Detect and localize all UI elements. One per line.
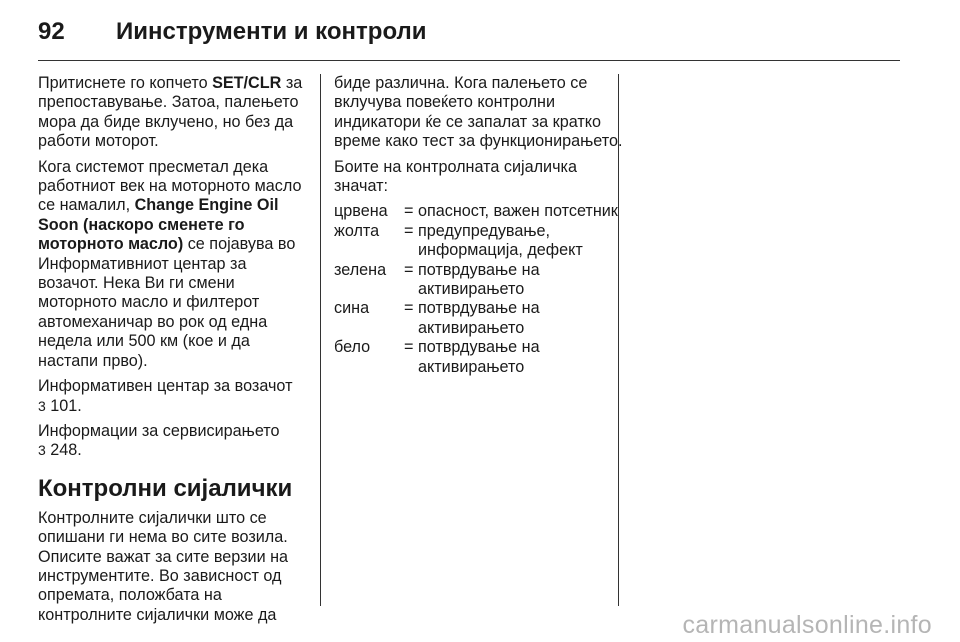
legend-description: потврдување на активирањето [418,260,540,299]
legend-row [334,338,624,377]
column-divider [618,74,619,606]
paragraph-test-function: биде различна. Кога палењето се вклучува повеќето контролни индикатори ќе се запалат за кратко време како тест за функционирањето. [334,74,623,151]
text-span: Притиснете го копчето [38,74,213,92]
legend-equals: = [404,260,414,279]
header-divider [38,60,900,61]
legend-equals: = [404,338,414,357]
legend-equals: = [404,221,414,240]
text-column-middle [334,74,624,377]
bold-term-set-clr: SET/CLR [212,74,282,92]
legend-description: потврдување на активирањето [418,299,540,337]
text-span: за препоставување. Затоа, палењето мора да биде вклучено, но без да работи моторот. [38,74,303,151]
legend-description: потврдување на активирањето [418,338,540,376]
reference-driver-info-center [38,377,310,416]
legend-row [334,222,624,261]
legend-equals: = [404,202,414,221]
reference-page: 248. [45,441,82,460]
legend-description: предупредување, информација, дефект [418,221,583,260]
bold-term-change-oil: Change Engine Oil Soon (наскоро сменете го моторното масло) [38,196,279,254]
legend-color: сина [334,299,370,318]
legend-row [334,299,624,338]
legend-row [334,261,624,300]
legend-row [334,202,624,221]
legend-description: опасност, важен потсетник [418,202,618,221]
page-header [38,18,900,46]
text-column-left [38,74,310,631]
text-span: се појавува во Информативниот центар за возачот. Нека Ви ги смени моторното масло и филтерот автомеханичар во рок од една недела или 500 км (кое и да настапи прво). [38,235,296,370]
paragraph-oil-change [38,158,310,371]
page-ref-arrow-icon: 3 [38,442,46,459]
reference-text: Информативен центар за возачот [38,377,293,396]
watermark: carmanualsonline.info [682,611,932,639]
color-legend [334,202,624,377]
reference-page: 101. [45,396,82,415]
legend-color: бело [334,338,371,357]
reference-text: Информации за сервисирањето [38,421,280,440]
text-span: Кога системот пресметал дека работниот век на моторното масло се намалил, [38,157,302,215]
legend-color: жолта [334,221,380,240]
legend-color: зелена [334,260,387,279]
reference-service-info [38,422,310,461]
column-divider [320,74,321,606]
paragraph-set-clr [38,74,310,152]
legend-color: црвена [334,202,388,221]
section-heading: Контролни сијалички [38,474,293,502]
chapter-title: Иинструменти и контроли [116,18,427,45]
page-number: 92 [38,18,65,45]
page-ref-arrow-icon: 3 [38,397,46,414]
paragraph-control-lights: Контролните сијалички што се опишани ги нема во сите возила. Описите важат за сите верзии на инструментите. Во зависност од опремата, положбата на контролните сијалички може да [38,508,289,624]
paragraph-colors-intro: Боите на контролната сијаличка значат: [334,157,577,196]
legend-equals: = [404,299,414,318]
